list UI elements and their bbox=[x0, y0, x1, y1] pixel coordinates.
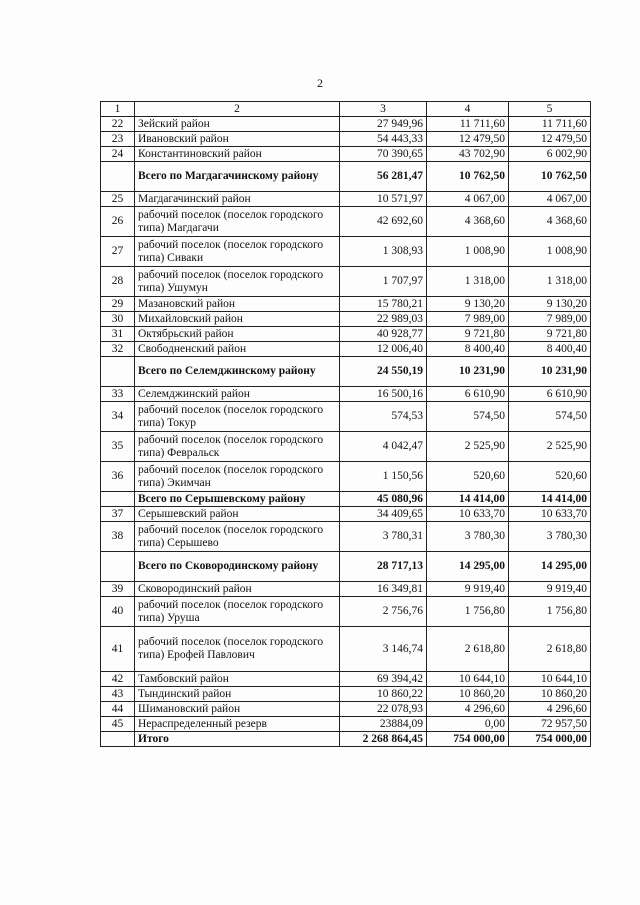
value-col3-cell: 16 349,81 bbox=[340, 582, 427, 597]
territory-name-cell: Тындинский район bbox=[135, 687, 340, 702]
value-col4-cell: 9 919,40 bbox=[427, 582, 509, 597]
row-number-cell bbox=[101, 162, 135, 192]
territory-name-cell: рабочий поселок (поселок городского типа) Магдагачи bbox=[135, 207, 340, 237]
value-col5-cell: 3 780,30 bbox=[509, 522, 591, 552]
row-number-cell bbox=[101, 552, 135, 582]
territory-name-cell: Селемджинский район bbox=[135, 387, 340, 402]
value-col5-cell: 10 860,20 bbox=[509, 687, 591, 702]
value-col3-cell: 12 006,40 bbox=[340, 342, 427, 357]
value-col4-cell: 9 721,80 bbox=[427, 327, 509, 342]
row-number-cell: 43 bbox=[101, 687, 135, 702]
column-header: 3 bbox=[340, 102, 427, 117]
table-row bbox=[101, 597, 591, 627]
value-col4-cell: 754 000,00 bbox=[427, 732, 509, 747]
value-col5-cell: 9 721,80 bbox=[509, 327, 591, 342]
table-row bbox=[101, 462, 591, 492]
territory-name-cell: рабочий поселок (поселок городского типа) Ушумун bbox=[135, 267, 340, 297]
row-number-cell: 24 bbox=[101, 147, 135, 162]
table-row bbox=[101, 387, 591, 402]
value-col3-cell: 34 409,65 bbox=[340, 507, 427, 522]
value-col3-cell: 70 390,65 bbox=[340, 147, 427, 162]
value-col5-cell: 9 919,40 bbox=[509, 582, 591, 597]
table-row bbox=[101, 312, 591, 327]
row-number-cell: 45 bbox=[101, 717, 135, 732]
page-number: 2 bbox=[317, 76, 323, 90]
total-row bbox=[101, 732, 591, 747]
row-number-cell: 27 bbox=[101, 237, 135, 267]
value-col4-cell: 9 130,20 bbox=[427, 297, 509, 312]
value-col4-cell: 10 231,90 bbox=[427, 357, 509, 387]
row-number-cell: 33 bbox=[101, 387, 135, 402]
value-col3-cell: 10 860,22 bbox=[340, 687, 427, 702]
value-col4-cell: 43 702,90 bbox=[427, 147, 509, 162]
territory-name-cell: рабочий поселок (поселок городского типа) Уруша bbox=[135, 597, 340, 627]
row-number-cell bbox=[101, 357, 135, 387]
territory-name-cell: Шимановский район bbox=[135, 702, 340, 717]
table-row bbox=[101, 687, 591, 702]
territory-name-cell: Всего по Сковородинскому району bbox=[135, 552, 340, 582]
value-col4-cell: 4 296,60 bbox=[427, 702, 509, 717]
territory-name-cell: Свободненский район bbox=[135, 342, 340, 357]
total-row bbox=[101, 357, 591, 387]
value-col5-cell: 10 762,50 bbox=[509, 162, 591, 192]
value-col5-cell: 520,60 bbox=[509, 462, 591, 492]
value-col3-cell: 4 042,47 bbox=[340, 432, 427, 462]
value-col3-cell: 27 949,96 bbox=[340, 117, 427, 132]
territory-name-cell: рабочий поселок (поселок городского типа) Февральск bbox=[135, 432, 340, 462]
value-col5-cell: 4 067,00 bbox=[509, 192, 591, 207]
value-col3-cell: 3 780,31 bbox=[340, 522, 427, 552]
row-number-cell: 30 bbox=[101, 312, 135, 327]
total-row bbox=[101, 492, 591, 507]
value-col3-cell: 45 080,96 bbox=[340, 492, 427, 507]
table-row bbox=[101, 627, 591, 672]
value-col4-cell: 7 989,00 bbox=[427, 312, 509, 327]
value-col5-cell: 6 610,90 bbox=[509, 387, 591, 402]
territory-name-cell: Тамбовский район bbox=[135, 672, 340, 687]
value-col5-cell: 14 295,00 bbox=[509, 552, 591, 582]
value-col4-cell: 3 780,30 bbox=[427, 522, 509, 552]
budget-table bbox=[100, 101, 591, 747]
value-col3-cell: 40 928,77 bbox=[340, 327, 427, 342]
value-col4-cell: 1 756,80 bbox=[427, 597, 509, 627]
value-col4-cell: 10 762,50 bbox=[427, 162, 509, 192]
value-col3-cell: 42 692,60 bbox=[340, 207, 427, 237]
territory-name-cell: Михайловский район bbox=[135, 312, 340, 327]
value-col5-cell: 2 525,90 bbox=[509, 432, 591, 462]
value-col4-cell: 1 008,90 bbox=[427, 237, 509, 267]
value-col3-cell: 54 443,33 bbox=[340, 132, 427, 147]
value-col3-cell: 28 717,13 bbox=[340, 552, 427, 582]
territory-name-cell: рабочий поселок (поселок городского типа) Ерофей Павлович bbox=[135, 627, 340, 672]
row-number-cell: 36 bbox=[101, 462, 135, 492]
value-col4-cell: 2 525,90 bbox=[427, 432, 509, 462]
row-number-cell: 39 bbox=[101, 582, 135, 597]
table-row bbox=[101, 432, 591, 462]
table-row bbox=[101, 672, 591, 687]
total-row bbox=[101, 162, 591, 192]
value-col3-cell: 1 308,93 bbox=[340, 237, 427, 267]
value-col5-cell: 10 231,90 bbox=[509, 357, 591, 387]
table-row bbox=[101, 117, 591, 132]
value-col3-cell: 23884,09 bbox=[340, 717, 427, 732]
value-col4-cell: 10 633,70 bbox=[427, 507, 509, 522]
territory-name-cell: Октябрьский район bbox=[135, 327, 340, 342]
table-row bbox=[101, 342, 591, 357]
table-row bbox=[101, 522, 591, 552]
table-row bbox=[101, 702, 591, 717]
table-row bbox=[101, 507, 591, 522]
column-header: 5 bbox=[509, 102, 591, 117]
value-col5-cell: 4 368,60 bbox=[509, 207, 591, 237]
row-number-cell: 23 bbox=[101, 132, 135, 147]
value-col4-cell: 4 368,60 bbox=[427, 207, 509, 237]
value-col5-cell: 4 296,60 bbox=[509, 702, 591, 717]
value-col5-cell: 72 957,50 bbox=[509, 717, 591, 732]
table-row bbox=[101, 717, 591, 732]
territory-name-cell: Константиновский район bbox=[135, 147, 340, 162]
table-row bbox=[101, 327, 591, 342]
value-col5-cell: 574,50 bbox=[509, 402, 591, 432]
territory-name-cell: Всего по Магдагачинскому району bbox=[135, 162, 340, 192]
value-col3-cell: 24 550,19 bbox=[340, 357, 427, 387]
value-col5-cell: 1 318,00 bbox=[509, 267, 591, 297]
column-header: 4 bbox=[427, 102, 509, 117]
territory-name-cell: Итого bbox=[135, 732, 340, 747]
value-col4-cell: 10 644,10 bbox=[427, 672, 509, 687]
value-col4-cell: 6 610,90 bbox=[427, 387, 509, 402]
value-col4-cell: 2 618,80 bbox=[427, 627, 509, 672]
table-body bbox=[101, 117, 591, 747]
value-col4-cell: 10 860,20 bbox=[427, 687, 509, 702]
value-col5-cell: 1 008,90 bbox=[509, 237, 591, 267]
row-number-cell: 42 bbox=[101, 672, 135, 687]
row-number-cell: 29 bbox=[101, 297, 135, 312]
value-col5-cell: 10 644,10 bbox=[509, 672, 591, 687]
row-number-cell: 41 bbox=[101, 627, 135, 672]
value-col5-cell: 6 002,90 bbox=[509, 147, 591, 162]
value-col3-cell: 16 500,16 bbox=[340, 387, 427, 402]
value-col4-cell: 520,60 bbox=[427, 462, 509, 492]
value-col5-cell: 12 479,50 bbox=[509, 132, 591, 147]
value-col4-cell: 1 318,00 bbox=[427, 267, 509, 297]
row-number-cell: 35 bbox=[101, 432, 135, 462]
territory-name-cell: рабочий поселок (поселок городского типа) Сиваки bbox=[135, 237, 340, 267]
value-col3-cell: 1 707,97 bbox=[340, 267, 427, 297]
value-col3-cell: 22 078,93 bbox=[340, 702, 427, 717]
table-row bbox=[101, 237, 591, 267]
territory-name-cell: рабочий поселок (поселок городского типа) Токур bbox=[135, 402, 340, 432]
table-row bbox=[101, 192, 591, 207]
value-col4-cell: 0,00 bbox=[427, 717, 509, 732]
value-col3-cell: 2 756,76 bbox=[340, 597, 427, 627]
value-col3-cell: 22 989,03 bbox=[340, 312, 427, 327]
row-number-cell: 44 bbox=[101, 702, 135, 717]
value-col3-cell: 69 394,42 bbox=[340, 672, 427, 687]
value-col4-cell: 574,50 bbox=[427, 402, 509, 432]
value-col5-cell: 14 414,00 bbox=[509, 492, 591, 507]
value-col5-cell: 10 633,70 bbox=[509, 507, 591, 522]
value-col4-cell: 14 295,00 bbox=[427, 552, 509, 582]
value-col4-cell: 12 479,50 bbox=[427, 132, 509, 147]
row-number-cell: 32 bbox=[101, 342, 135, 357]
territory-name-cell: рабочий поселок (поселок городского типа) Серышево bbox=[135, 522, 340, 552]
value-col3-cell: 3 146,74 bbox=[340, 627, 427, 672]
table-row bbox=[101, 147, 591, 162]
territory-name-cell: Мазановский район bbox=[135, 297, 340, 312]
row-number-cell: 31 bbox=[101, 327, 135, 342]
row-number-cell bbox=[101, 492, 135, 507]
value-col5-cell: 754 000,00 bbox=[509, 732, 591, 747]
table-row bbox=[101, 297, 591, 312]
column-header: 2 bbox=[135, 102, 340, 117]
row-number-cell: 40 bbox=[101, 597, 135, 627]
territory-name-cell: Сковородинский район bbox=[135, 582, 340, 597]
value-col5-cell: 8 400,40 bbox=[509, 342, 591, 357]
value-col3-cell: 56 281,47 bbox=[340, 162, 427, 192]
row-number-cell: 34 bbox=[101, 402, 135, 432]
territory-name-cell: Нераспределенный резерв bbox=[135, 717, 340, 732]
value-col5-cell: 1 756,80 bbox=[509, 597, 591, 627]
table-row bbox=[101, 132, 591, 147]
value-col4-cell: 8 400,40 bbox=[427, 342, 509, 357]
territory-name-cell: Серышевский район bbox=[135, 507, 340, 522]
table-row bbox=[101, 582, 591, 597]
row-number-cell: 22 bbox=[101, 117, 135, 132]
row-number-cell: 28 bbox=[101, 267, 135, 297]
table-row bbox=[101, 207, 591, 237]
value-col4-cell: 14 414,00 bbox=[427, 492, 509, 507]
value-col4-cell: 4 067,00 bbox=[427, 192, 509, 207]
territory-name-cell: Магдагачинский район bbox=[135, 192, 340, 207]
row-number-cell: 26 bbox=[101, 207, 135, 237]
value-col3-cell: 15 780,21 bbox=[340, 297, 427, 312]
value-col5-cell: 9 130,20 bbox=[509, 297, 591, 312]
value-col4-cell: 11 711,60 bbox=[427, 117, 509, 132]
value-col5-cell: 2 618,80 bbox=[509, 627, 591, 672]
row-number-cell: 38 bbox=[101, 522, 135, 552]
table-row bbox=[101, 402, 591, 432]
column-header: 1 bbox=[101, 102, 135, 117]
territory-name-cell: Всего по Селемджинскому району bbox=[135, 357, 340, 387]
total-row bbox=[101, 552, 591, 582]
territory-name-cell: рабочий поселок (поселок городского типа) Экимчан bbox=[135, 462, 340, 492]
value-col3-cell: 2 268 864,45 bbox=[340, 732, 427, 747]
row-number-cell bbox=[101, 732, 135, 747]
row-number-cell: 25 bbox=[101, 192, 135, 207]
value-col5-cell: 7 989,00 bbox=[509, 312, 591, 327]
value-col3-cell: 1 150,56 bbox=[340, 462, 427, 492]
territory-name-cell: Зейский район bbox=[135, 117, 340, 132]
territory-name-cell: Ивановский район bbox=[135, 132, 340, 147]
value-col3-cell: 10 571,97 bbox=[340, 192, 427, 207]
table-row bbox=[101, 267, 591, 297]
value-col5-cell: 11 711,60 bbox=[509, 117, 591, 132]
table-header bbox=[101, 102, 591, 117]
value-col3-cell: 574,53 bbox=[340, 402, 427, 432]
territory-name-cell: Всего по Серышевскому району bbox=[135, 492, 340, 507]
row-number-cell: 37 bbox=[101, 507, 135, 522]
